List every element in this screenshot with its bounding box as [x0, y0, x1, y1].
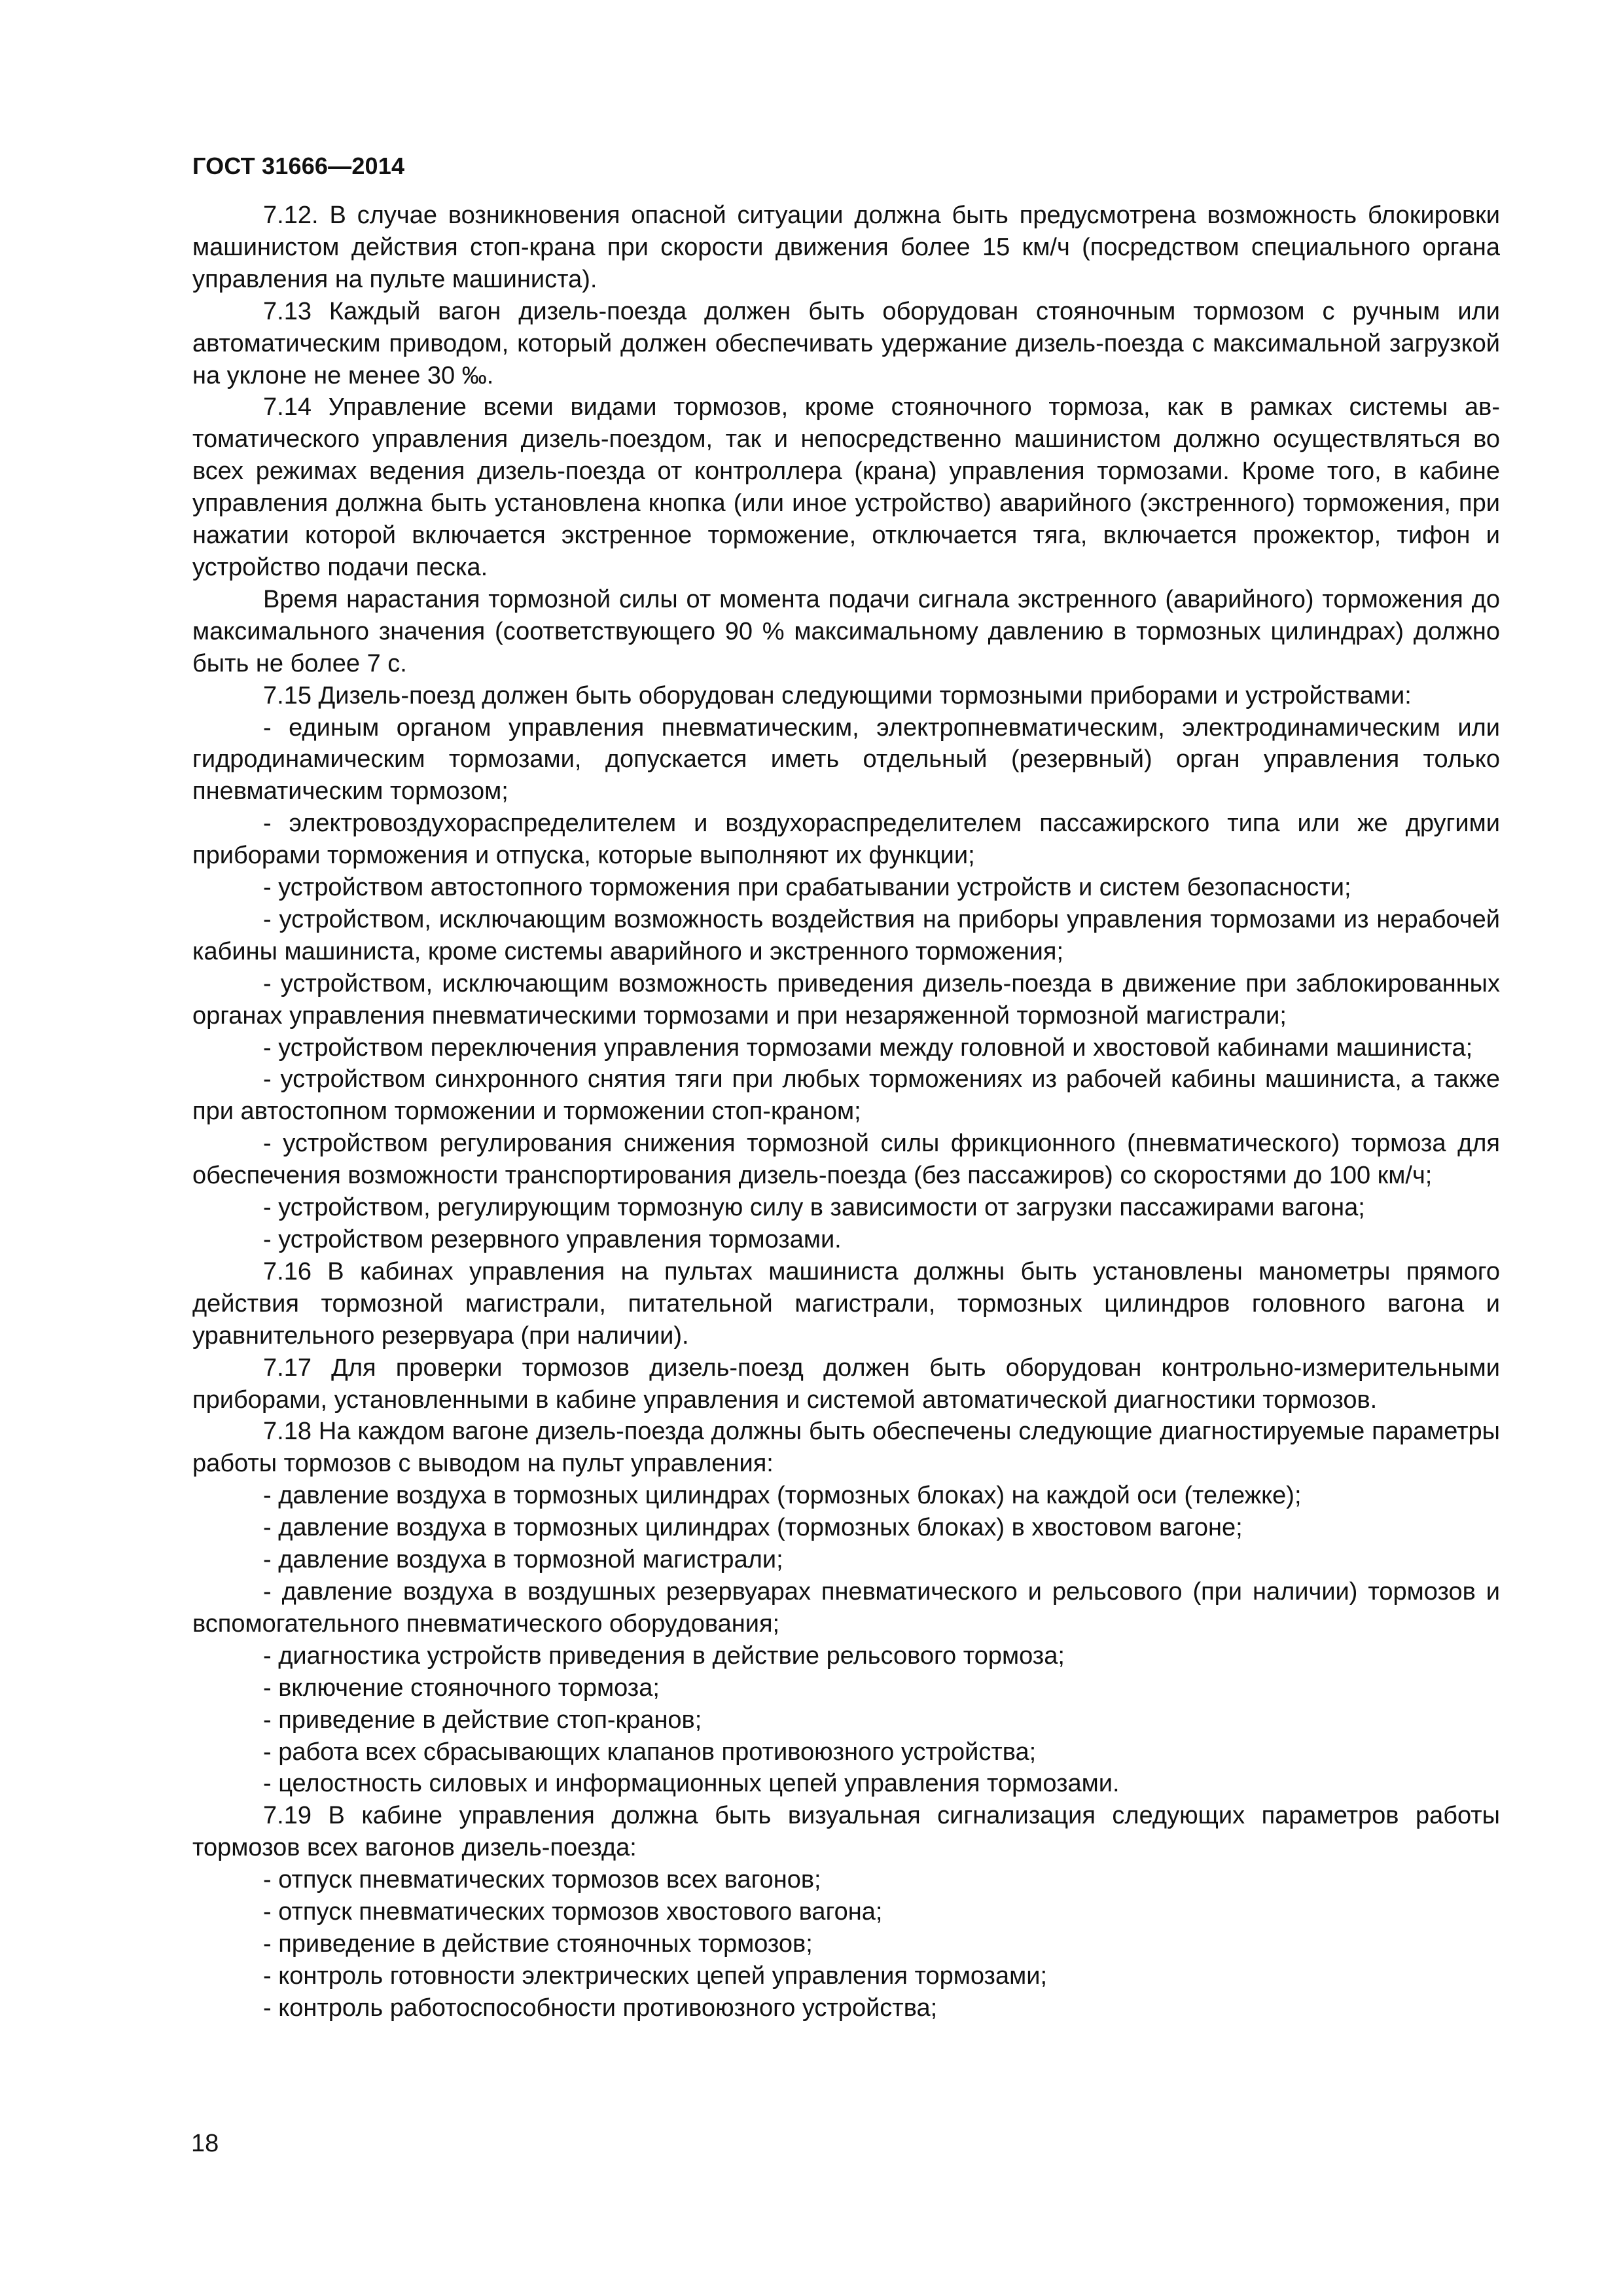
paragraph: 7.14 Управление всеми видами тормозов, кроме стояночного тормоза, как в рамках системы автоматического управления дизель-поездом, так и непосредственно машинистом должно осуществляться во всех режимах ведения дизель-поезда от контроллера (крана) управления тормозами. Кроме того, в кабине управления должна быть установлена кнопка (или иное устройство) аварийного (экстренного) торможения, при нажатии которой включается экстренное торможение, отключается тяга, включается прожектор, тифон и устройство подачи песка.	[192, 393, 1500, 581]
list-item: - устройством автостопного торможения при срабатывании устройств и систем безопасности;	[263, 874, 1351, 902]
list-item: - давление воздуха в воздушных резервуарах пневматического и рельсового (при наличии) тормозов и вспомогательного пневматического оборудования;	[192, 1577, 1500, 1638]
paragraph: 7.12. В случае возникновения опасной ситуации должна быть предусмотрена возможность блокировки машинистом действия стоп-крана при скорости движения более 15 км/ч (посредством специального органа управления на пульте машиниста).	[192, 202, 1500, 293]
list-item: - устройством резервного управления тормозами.	[263, 1226, 842, 1253]
paragraph: 7.17 Для проверки тормозов дизель-поезд должен быть оборудован контрольно-измерительными приборами, установленными в кабине управления и системой автоматической диагностики тормозов.	[192, 1354, 1500, 1414]
paragraph: 7.16 В кабинах управления на пультах машиниста должны быть установлены манометры прямого действия тормозной магистрали, питательной магистрали, тормозных цилиндров головного вагона и уравнительного резервуара (при наличии).	[192, 1257, 1500, 1350]
list-item: - приведение в действие стоп-кранов;	[263, 1706, 702, 1734]
paragraph: Время нарастания тормозной силы от момента подачи сигнала экстренного (аварийного) торможения до максимального значения (соответствующего 90 % максимальному давлению в тормозных цилиндрах) должно быть не более 7 с.	[192, 585, 1500, 677]
list-item: - работа всех сбрасывающих клапанов противоюзного устройства;	[263, 1738, 1037, 1766]
list-item: - давление воздуха в тормозной магистрали;	[263, 1546, 783, 1574]
list-item: - давление воздуха в тормозных цилиндрах (тормозных блоках) на каждой оси (тележке);	[263, 1482, 1302, 1510]
list-item: - включение стояночного тормоза;	[263, 1674, 660, 1702]
list-item: - контроль готовности электрических цепей управления тормозами;	[263, 1962, 1048, 1990]
page-number: 18	[191, 2130, 219, 2157]
list-item: - приведение в действие стояночных тормозов;	[263, 1929, 813, 1958]
list-item: - устройством, исключающим возможность воздействия на приборы управления тормозами из нерабочей кабины машиниста, кроме системы аварийного и экстренного торможения;	[192, 905, 1500, 965]
list-item: - устройством синхронного снятия тяги при любых торможениях из рабочей кабины машиниста, а также при автостопном торможении и торможении стоп-краном;	[192, 1066, 1500, 1126]
document-header: ГОСТ 31666—2014	[192, 152, 405, 179]
list-item: - единым органом управления пневматическим, электропневматическим, электродинамическим или гидродинамическим тормозами, допускается иметь отдельный (резервный) орган управления только пневматическим тормозом;	[192, 713, 1500, 806]
paragraph: 7.15 Дизель-поезд должен быть оборудован следующими тормозными приборами и устройствами:	[263, 681, 1412, 709]
list-item: - электровоздухораспределителем и воздухораспределителем пассажирского типа или же другими приборами торможения и отпуска, которые выполняют их функции;	[192, 810, 1500, 870]
list-item: - отпуск пневматических тормозов хвостового вагона;	[263, 1898, 883, 1926]
list-item: - давление воздуха в тормозных цилиндрах (тормозных блоках) в хвостовом вагоне;	[263, 1514, 1243, 1542]
list-item: - контроль работоспособности противоюзного устройства;	[263, 1994, 938, 2022]
paragraph: 7.18 На каждом вагоне дизель-поезда должны быть обеспечены следующие диагностируемые параметры работы тормозов с выводом на пульт управления:	[192, 1418, 1500, 1478]
list-item: - устройством регулирования снижения тормозной силы фрикционного (пневматического) тормоза для обеспечения возможности транспортирования дизель-поезда (без пассажиров) со скоростями до 100 км/ч;	[192, 1130, 1500, 1190]
list-item: - диагностика устройств приведения в действие рельсового тормоза;	[263, 1641, 1065, 1670]
list-item: - устройством, регулирующим тормозную силу в зависимости от загрузки пассажирами вагона;	[263, 1194, 1365, 1222]
list-item: - целостность силовых и информационных цепей управления тормозами.	[263, 1770, 1120, 1798]
paragraph: 7.19 В кабине управления должна быть визуальная сигнализация следующих параметров работы тормозов всех вагонов дизель-поезда:	[192, 1802, 1500, 1862]
list-item: - устройством переключения управления тормозами между головной и хвостовой кабинами машиниста;	[263, 1033, 1473, 1062]
list-item: - отпуск пневматических тормозов всех вагонов;	[263, 1866, 821, 1894]
document-body	[192, 200, 1500, 2024]
list-item: - устройством, исключающим возможность приведения дизель-поезда в движение при заблокированных органах управления пневматическими тормозами и при незаряженной тормозной магистрали;	[192, 969, 1500, 1030]
paragraph: 7.13 Каждый вагон дизель-поезда должен быть оборудован стояночным тормозом с ручным или автоматическим приводом, который должен обеспечивать удержание дизель-поезда с максимальной загрузкой на уклоне не менее 30 ‰.	[192, 297, 1500, 389]
